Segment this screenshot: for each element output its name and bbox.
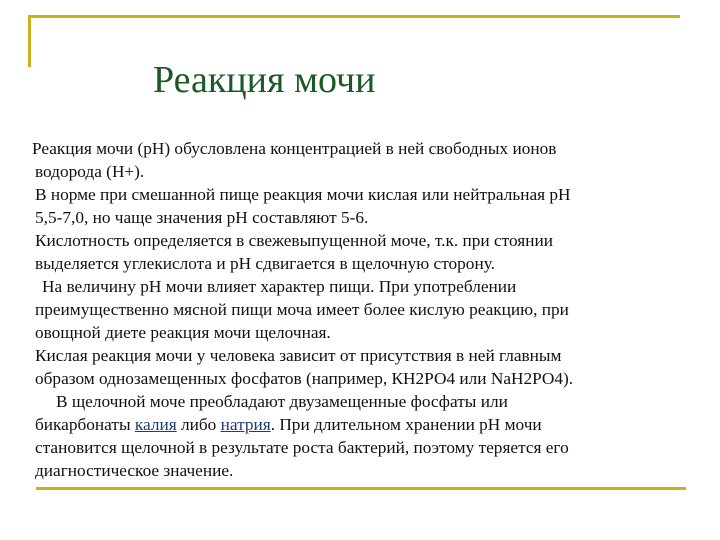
text-segment: либо [176,415,221,434]
text-line: Кислотность определяется в свежевыпущенной моче, т.к. при стоянии [35,231,553,250]
text-line: овощной диете реакция мочи щелочная. [35,323,331,342]
frame-left-rule [28,15,31,67]
text-line: В норме при смешанной пище реакция мочи кислая или нейтральная рН [35,185,571,204]
text-line: На величину рН мочи влияет характер пищи. При употреблении [42,277,517,296]
text-line: Реакция мочи (рН) обусловлена концентрацией в ней свободных ионов [32,139,557,158]
text-line: преимущественно мясной пищи моча имеет более кислую реакцию, при [35,300,569,319]
text-line: В щелочной моче преобладают двузамещенные фосфаты или [56,392,508,411]
text-line: Кислая реакция мочи у человека зависит от присутствия в ней главным [35,346,562,365]
potassium-link[interactable]: калия [134,415,177,434]
text-line: 5,5-7,0, но чаще значения рН составляют 5-6. [35,208,369,227]
bottom-rule [36,487,686,490]
text-line: диагностическое значение. [35,461,234,480]
slide-title: Реакция мочи [153,59,376,101]
slide-body [30,137,702,482]
text-segment: . При длительном хранении рН мочи [270,415,542,434]
frame-top-rule [28,15,680,18]
sodium-link[interactable]: натрия [220,415,271,434]
text-line: водорода (Н+). [35,162,145,181]
text-line: становится щелочной в результате роста бактерий, поэтому теряется его [35,438,569,457]
text-line: образом однозамещенных фосфатов (например, КН2РО4 или NaН2РО4). [35,369,574,388]
text-segment: бикарбонаты [35,415,135,434]
text-line: выделяется углекислота и рН сдвигается в щелочную сторону. [35,254,495,273]
text-line [30,413,702,436]
